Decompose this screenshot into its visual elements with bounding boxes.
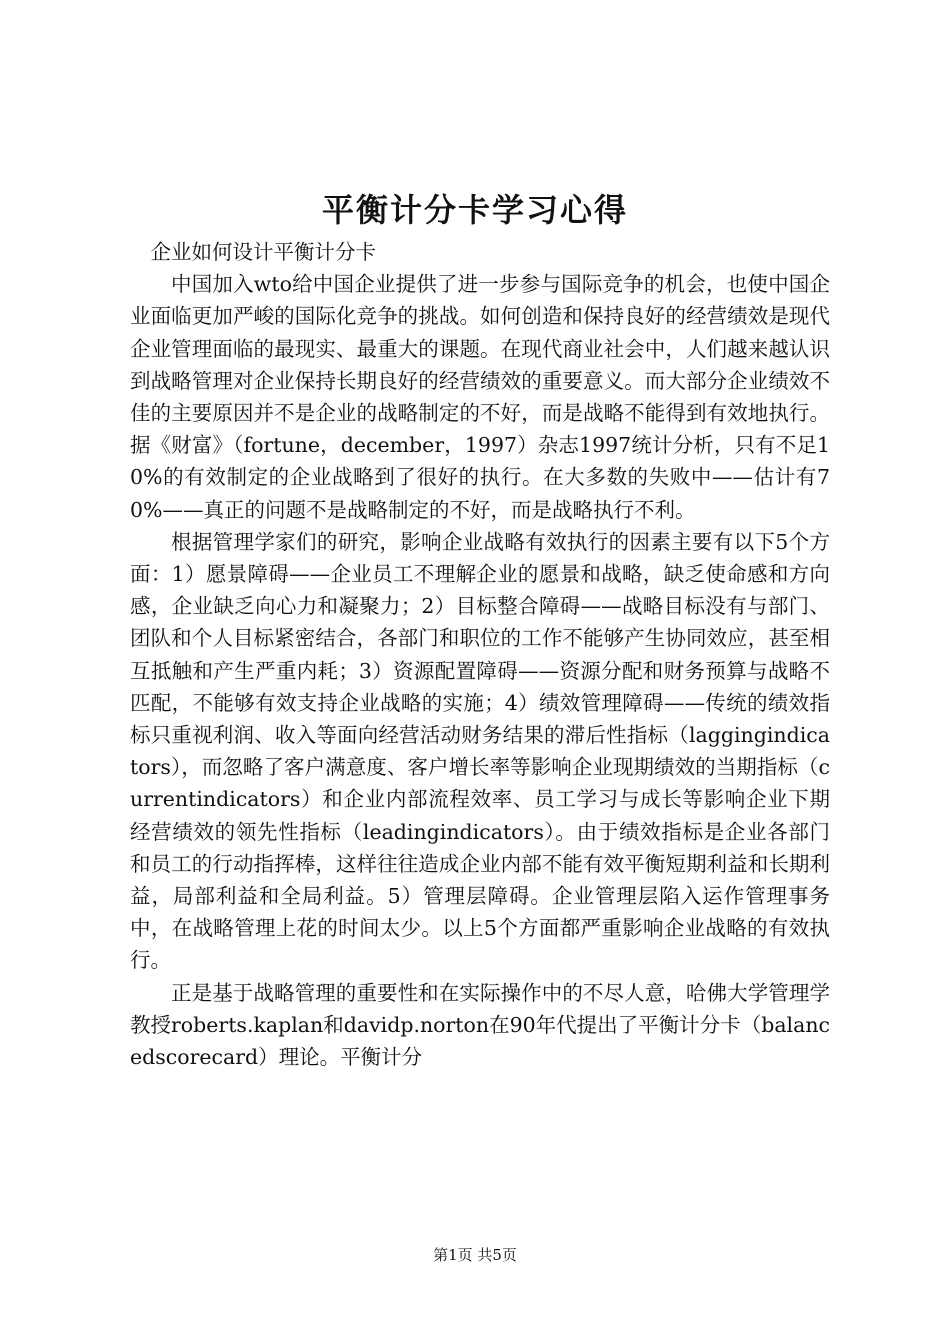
page-footer: 第1页 共5页 [433,1246,517,1264]
body-paragraph-1: 中国加入wto给中国企业提供了进一步参与国际竞争的机会，也使中国企业面临更加严峻的国际化竞争的挑战。如何创造和保持良好的经营绩效是现代企业管理面临的最现实、最重大的课题。在现代商业社会中，人们越来越认识到战略管理对企业保持长期良好的经营绩效的重要意义。而大部分企业绩效不佳的主要原因并不是企业的战略制定的不好，而是战略不能得到有效地执行。据《财富》（fortune，december，1997）杂志1997统计分析，只有不足10%的有效制定的企业战略到了很好的执行。在大多数的失败中——估计有70%——真正的问题不是战略制定的不好，而是战略执行不利。 [130,272,830,522]
document-title: 平衡计分卡学习心得 [321,191,628,229]
section-subtitle: 企业如何设计平衡计分卡 [150,240,376,264]
body-paragraph-2: 根据管理学家们的研究，影响企业战略有效执行的因素主要有以下5个方面：1）愿景障碍——企业员工不理解企业的愿景和战略，缺乏使命感和方向感，企业缺乏向心力和凝聚力；2）目标整合障碍——战略目标没有与部门、团队和个人目标紧密结合，各部门和职位的工作不能够产生协同效应，甚至相互抵触和产生严重内耗；3）资源配置障碍——资源分配和财务预算与战略不匹配，不能够有效支持企业战略的实施；4）绩效管理障碍——传统的绩效指标只重视利润、收入等面向经营活动财务结果的滞后性指标（laggingindicators），而忽略了客户满意度、客户增长率等影响企业现期绩效的当期指标（currentindicators）和企业内部流程效率、员工学习与成长等影响企业下期经营绩效的领先性指标（leadingindicators）。由于绩效指标是企业各部门和员工的行动指挥棒，这样往往造成企业内部不能有效平衡短期利益和长期利益，局部利益和全局利益。5）管理层障碍。企业管理层陷入运作管理事务中，在战略管理上花的时间太少。以上5个方面都严重影响企业战略的有效执行。 [130,529,830,973]
body-paragraph-3: 正是基于战略管理的重要性和在实际操作中的不尽人意，哈佛大学管理学教授roberts.kaplan和davidp.norton在90年代提出了平衡计分卡（balancedscorecard）理论。平衡计分 [130,980,830,1070]
document-body [130,236,830,1073]
